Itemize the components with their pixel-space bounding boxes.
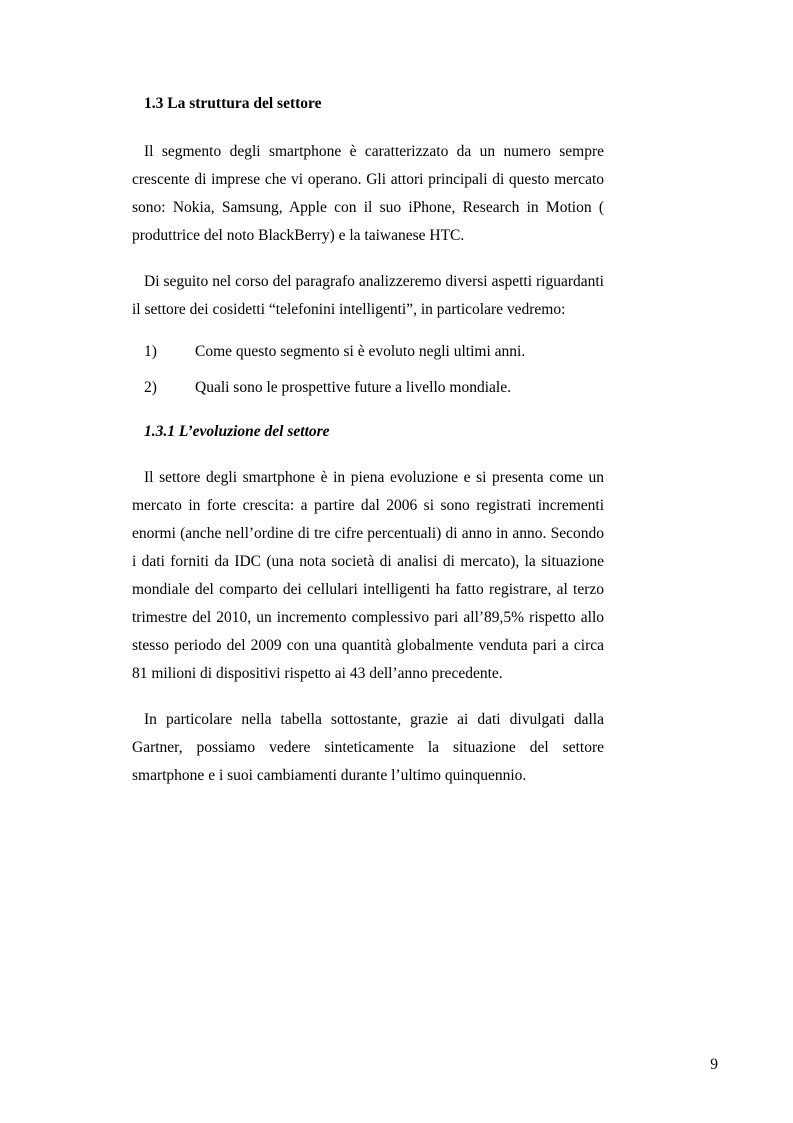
list-item [144, 340, 604, 364]
prospects-list [132, 340, 604, 400]
page-number: 9 [710, 1056, 718, 1073]
subsection-heading: 1.3.1 L’evoluzione del settore [144, 423, 330, 440]
page-content [132, 92, 604, 790]
subsection-paragraph-2: In particolare nella tabella sottostante, grazie ai dati divulgati dalla Gartner, possiamo vedere sinteticamente la situazione del settore smartphone e i suoi cambiamenti durante l’ultimo quinquennio. [132, 711, 604, 784]
list-item-number: 2) [144, 379, 157, 396]
list-item-text: Come questo segmento si è evoluto negli ultimi anni. [195, 343, 526, 360]
list-item [144, 376, 604, 400]
subsection-paragraph-1: Il settore degli smartphone è in piena evoluzione e si presenta come un mercato in forte crescita: a partire dal 2006 si sono registrati incrementi enormi (anche nell’ordine di tre cifre percentuali) di anno in anno. Secondo i dati forniti da IDC (una nota società di analisi di mercato), la situazione mondiale del comparto dei cellulari intelligenti ha fatto registrare, al terzo trimestre del 2010, un incremento complessivo pari all’89,5% rispetto allo stesso periodo del 2009 con una quantità globalmente venduta pari a circa 81 milioni di dispositivi rispetto ai 43 dell’anno precedente. [132, 469, 604, 682]
section-heading: 1.3 La struttura del settore [144, 95, 322, 112]
list-item-number: 1) [144, 343, 157, 360]
section-paragraph-2: Di seguito nel corso del paragrafo analizzeremo diversi aspetti riguardanti il settore dei cosidetti “telefonini intelligenti”, in particolare vedremo: [132, 273, 604, 318]
list-item-text: Quali sono le prospettive future a livello mondiale. [195, 379, 511, 396]
section-paragraph-1: Il segmento degli smartphone è caratterizzato da un numero sempre crescente di imprese che vi operano. Gli attori principali di questo mercato sono: Nokia, Samsung, Apple con il suo iPhone, Research in Motion ( produttrice del noto BlackBerry) e la taiwanese HTC. [132, 143, 604, 244]
